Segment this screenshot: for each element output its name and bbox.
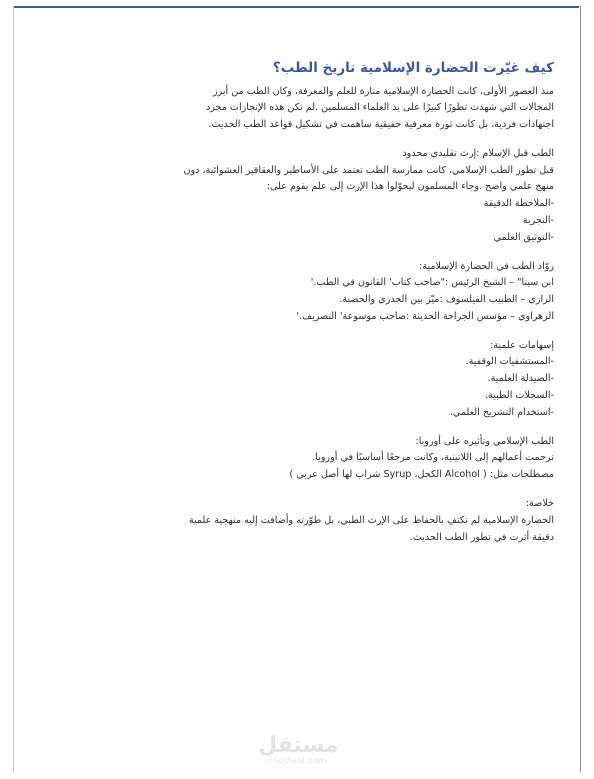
section-text-line: دقيقة أثرت في تطور الطب الحديث. [409, 531, 554, 543]
mostaql-watermark [258, 735, 338, 765]
watermark-arabic: مستقل [258, 733, 339, 758]
section-heading: إسهامات علمية: [490, 339, 554, 351]
section-heading: خلاصة: [525, 497, 554, 509]
section-text-line: ابن سينا" – الشيخ الرئيس :"صاحب كتاب' القانون في الطب.' [310, 277, 554, 289]
list-item: -التجربة [522, 215, 554, 227]
list-item: -التوثيق العلمي [493, 231, 554, 243]
list-item: -استخدام التشريح العلمي. [449, 406, 554, 418]
watermark-latin: mostaql.com [269, 756, 327, 765]
page-left-border [13, 6, 14, 772]
section-pre-islam [40, 146, 554, 247]
document-title: كيف غيّرت الحضارة الإسلامية تاريخ الطب؟ [272, 60, 554, 76]
list-item: -الصيدلة العلمية. [487, 373, 554, 385]
list-item: -الملاحظة الدقيقة [483, 198, 554, 210]
section-europe [40, 434, 554, 484]
intro-line: منذ العصور الأولى، كانت الحضارة الإسلامية منارة للعلم والمعرفة، وكان الطب من أبرز [212, 85, 554, 97]
intro-paragraph [40, 84, 554, 134]
intro-line: اجتهادات فردية، بل كانت ثورة معرفية حقيقية ساهمت في تشكيل قواعد الطب الحديث. [208, 119, 554, 131]
section-heading: الطب الإسلامي وتأثيره على أوروبا: [415, 435, 554, 447]
section-text-line: مصطلحات مثل: ( Alcohol الكحل، Syrup شراب لها أصل عربي ) [289, 469, 554, 481]
section-text-line: منهج علمي واضح .وجاء المسلمون ليحوّلوا هذا الإرث إلى علم يقوم على: [266, 181, 554, 193]
section-text-line: قبل تطور الطب الإسلامي، كانت ممارسة الطب تعتمد على الأساطير والعقاقير العشوائية، دون [183, 164, 554, 176]
section-text-line: الرازي – الطبيب الفيلسوف :ميّز بين الجدري والحصبة. [339, 294, 554, 306]
page-top-border [13, 6, 579, 8]
section-heading: روّاد الطب في الحضارة الإسلامية: [419, 260, 554, 272]
section-pioneers [40, 259, 554, 326]
list-item: -السجلات الطبية. [484, 390, 554, 402]
section-heading: الطب قبل الإسلام :إرث تقليدي محدود [402, 147, 554, 159]
section-text-line: الحضارة الإسلامية لم تكتفِ بالحفاظ على الإرث الطبي، بل طوّرته وأضافت إليه منهجية علمية [188, 514, 554, 526]
list-item: -المستشفيات الوقفية. [465, 356, 554, 368]
page-right-border [580, 6, 581, 772]
section-text-line: ترجمت أعمالهم إلى اللاتينية، وكانت مرجعًا أساسيًا في أوروبا. [312, 452, 554, 464]
intro-line: المجالات التي شهدت تطورًا كبيرًا على يد العلماء المسلمين .لم تكن هذه الإنجازات مجرد [205, 102, 554, 114]
section-text-line: الزهراوي – مؤسس الجراحة الحديثة :صاحب موسوعة' التصريف.' [296, 310, 554, 322]
section-conclusion [40, 496, 554, 546]
document-body [40, 60, 554, 558]
section-contributions [40, 338, 554, 422]
